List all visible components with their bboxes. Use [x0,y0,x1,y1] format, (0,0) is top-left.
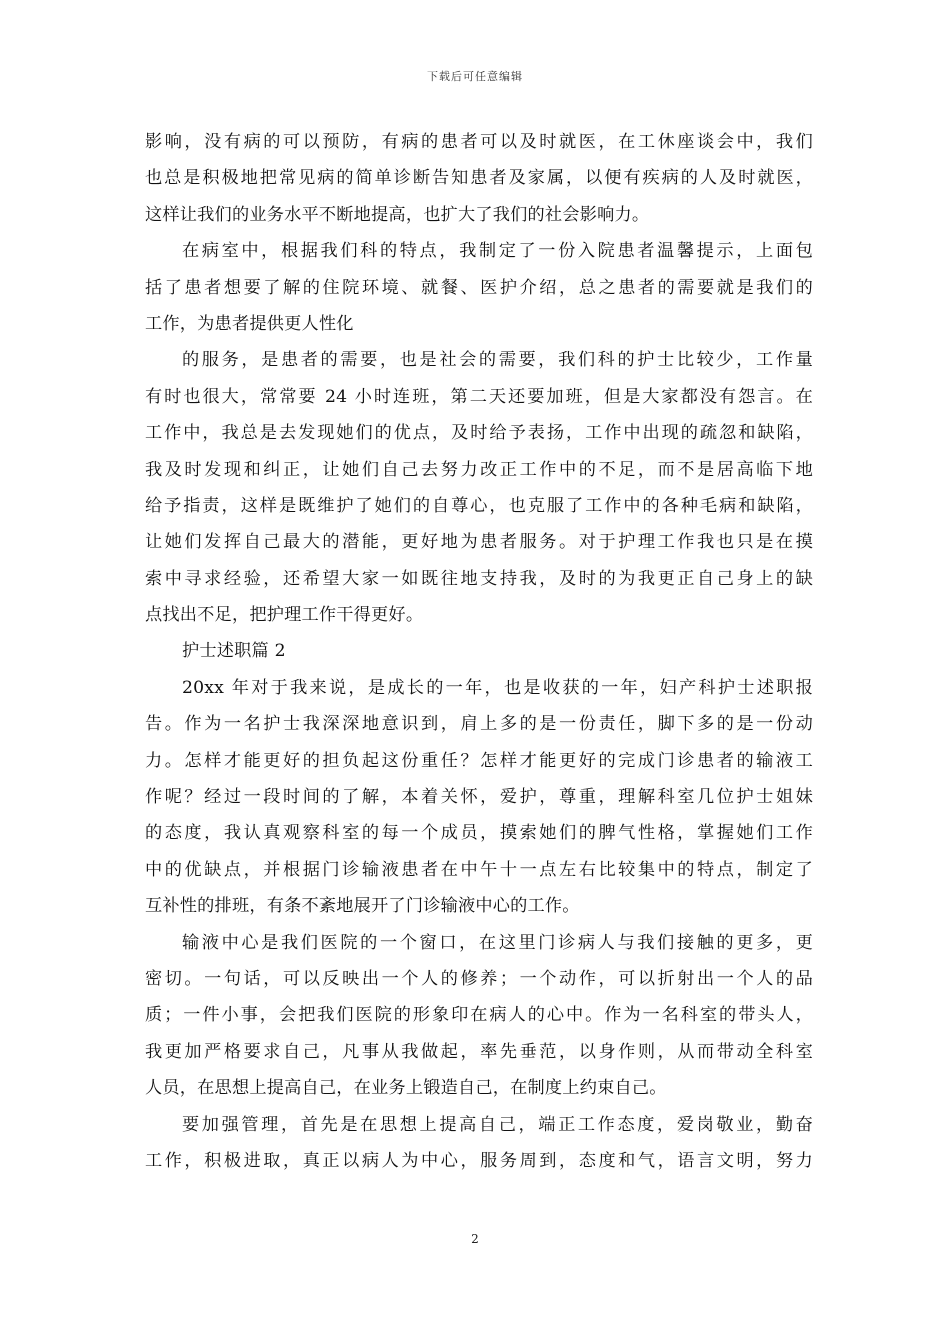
text-line: 输液中心是我们医院的一个窗口，在这里门诊病人与我们接触的更多，更 [182,932,813,953]
page-number: 2 [471,1232,479,1246]
text-line: 我及时发现和纠正，让她们自己去努力改正工作中的不足，而不是居高临下地 [145,459,813,480]
paragraph [145,1107,813,1180]
text-line: 点找出不足，把护理工作干得更好。 [145,605,424,626]
text-line: 力。怎样才能更好的担负起这份重任？怎样才能更好的完成门诊患者的输液工 [145,750,813,771]
paragraph [145,670,813,925]
text-line: 密切。一句话，可以反映出一个人的修养；一个动作，可以折射出一个人的品 [145,968,813,989]
paragraph [145,342,813,633]
text-line: 工作中，我总是去发现她们的优点，及时给予表扬，工作中出现的疏忽和缺陷， [145,423,813,444]
text-line: 这样让我们的业务水平不断地提高，也扩大了我们的社会影响力。 [145,204,650,225]
text-line: 工作，积极进取，真正以病人为中心，服务周到，态度和气，语言文明，努力 [145,1150,813,1171]
text-line: 在病室中，根据我们科的特点，我制定了一份入院患者温馨提示，上面包 [182,241,813,262]
text-line: 20xx 年对于我来说，是成长的一年，也是收获的一年，妇产科护士述职报 [182,677,813,698]
text-line: 中的优缺点，并根据门诊输液患者在中午十一点左右比较集中的特点，制定了 [145,859,813,880]
document-body [145,124,813,1179]
text-line: 让她们发挥自己最大的潜能，更好地为患者服务。对于护理工作我也只是在摸 [145,532,813,553]
text-line: 有时也很大，常常要 24 小时连班，第二天还要加班，但是大家都没有怨言。在 [145,386,813,407]
text-line: 给予指责，这样是既维护了她们的自尊心，也克服了工作中的各种毛病和缺陷， [145,495,813,516]
paragraph [145,124,813,233]
paragraph [145,633,813,669]
paragraph [145,233,813,342]
text-line: 要加强管理，首先是在思想上提高自己，端正工作态度，爱岗敬业，勤奋 [182,1114,813,1135]
text-line: 护士述职篇 2 [182,641,286,662]
text-line: 索中寻求经验，还希望大家一如既往地支持我，及时的为我更正自己身上的缺 [145,568,813,589]
paragraph [145,925,813,1107]
text-line: 括了患者想要了解的住院环境、就餐、医护介绍，总之患者的需要就是我们的 [145,277,813,298]
text-line: 告。作为一名护士我深深地意识到，肩上多的是一份责任，脚下多的是一份动 [145,714,813,735]
text-line: 互补性的排班，有条不紊地展开了门诊输液中心的工作。 [145,896,580,917]
text-line: 我更加严格要求自己，凡事从我做起，率先垂范，以身作则，从而带动全科室 [145,1041,813,1062]
text-line: 质；一件小事，会把我们医院的形象印在病人的心中。作为一名科室的带头人， [145,1005,813,1026]
text-line: 工作，为患者提供更人性化 [145,313,354,334]
text-line: 也总是积极地把常见病的简单诊断告知患者及家属，以便有疾病的人及时就医， [145,168,813,189]
text-line: 的态度，我认真观察科室的每一个成员，摸索她们的脾气性格，掌握她们工作 [145,823,813,844]
page-header: 下载后可任意编辑 [427,70,523,83]
text-line: 人员，在思想上提高自己，在业务上锻造自己，在制度上约束自己。 [145,1078,667,1099]
text-line: 影响，没有病的可以预防，有病的患者可以及时就医，在工休座谈会中，我们 [145,132,813,152]
text-line: 的服务，是患者的需要，也是社会的需要，我们科的护士比较少，工作量 [182,350,813,371]
text-line: 作呢？经过一段时间的了解，本着关怀，爱护，尊重，理解科室几位护士姐妹 [145,787,813,808]
